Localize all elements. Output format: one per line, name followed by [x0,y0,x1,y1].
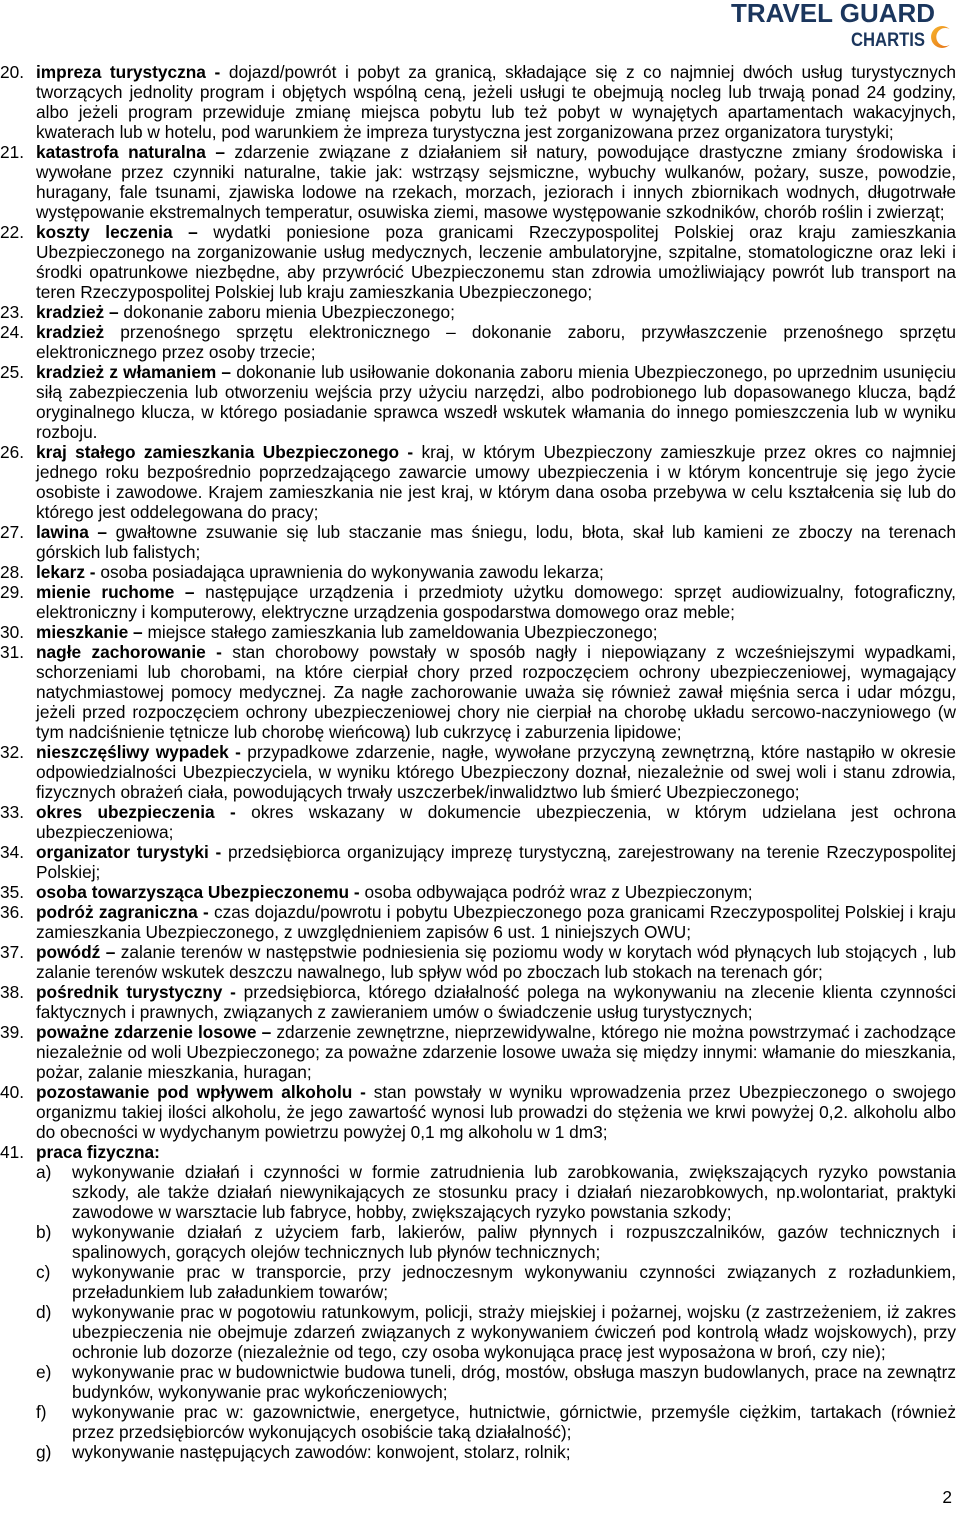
item-term: osoba towarzysząca Ubezpieczonemu - [36,882,360,902]
item-number: 39. [0,1022,25,1042]
definition-item-40 [0,1082,956,1142]
item-term: koszty leczenia – [36,222,198,242]
item-term: kradzież [36,322,105,342]
logo-sub-text: CHARTIS [851,30,925,51]
definition-item-28 [0,562,956,582]
item-term: nagłe zachorowanie - [36,642,222,662]
item-text: zalanie terenów w następstwie podniesienia się poziomu wody w korytach wód płynących lub stojących , lub zalanie terenów wskutek deszczu nawalnego, lub spływ wód po zboczach lub stokach na terenach gór; [36,942,956,982]
definition-item-20 [0,62,956,142]
subitem-d [36,1302,956,1362]
item-number: 38. [0,982,25,1002]
definition-item-36 [0,902,956,942]
item-number: 33. [0,802,25,822]
subitem-label: g) [36,1442,52,1462]
subitem-text: wykonywanie prac w pogotowiu ratunkowym, policji, straży miejskiej i pożarnej, wojsku (z zastrzeżeniem, iż zakres ubezpieczenia nie obejmuje zdarzeń związanych z wykonywaniem ćwiczeń pod kontrolą władz wojskowych), przy ochronie lub dozorze (niezależnie od tego, czy osoba wykonująca pracę jest wyposażona w broń, czy nie); [72,1302,956,1362]
page-number: 2 [942,1487,952,1507]
item-text: czas dojazdu/powrotu i pobytu Ubezpieczonego poza granicami Rzeczypospolitej Polskiej i kraju zamieszkania Ubezpieczonego, z uwzględnieniem zapisów 6 ust. 1 niniejszych OWU; [36,902,956,942]
item-text: osoba posiadająca uprawnienia do wykonywania zawodu lekarza; [100,562,604,582]
item-number: 23. [0,302,25,322]
item-term: lawina – [36,522,108,542]
item-number: 26. [0,442,25,462]
definition-item-37 [0,942,956,982]
item-term: katastrofa naturalna – [36,142,225,162]
item-text: przenośnego sprzętu elektronicznego – dokonanie zaboru, przywłaszczenie przenośnego sprzętu elektronicznego przez osoby trzecie; [36,322,956,362]
item-number: 24. [0,322,25,342]
item-term: powódź – [36,942,116,962]
definition-item-35 [0,882,956,902]
item-term: mieszkanie – [36,622,143,642]
item-text: stan powstały w wyniku wprowadzenia przez Ubezpieczonego o swojego organizmu takiej ilości alkoholu, że jego zawartość wynosi lub prowadzi do stężenia we krwi powyżej 0,2. alkoholu albo do obecności w wydychanym powietrzu powyżej 0,1 mg alkoholu w 1 dm3; [36,1082,956,1142]
definitions-list [0,62,956,1462]
definition-item-41 [0,1142,956,1462]
subitem-text: wykonywanie prac w: gazownictwie, energetyce, hutnictwie, górnictwie, przemyśle ciężkim, tartakach (również przez przedsiębiorców wykonujących osobiście taką działalność); [72,1402,956,1442]
subitem-g [36,1442,956,1462]
item-number: 28. [0,562,25,582]
item-term: podróż zagraniczna - [36,902,209,922]
definition-item-23 [0,302,956,322]
item-text: stan chorobowy powstały w sposób nagły i niepowiązany z wcześniejszymi wypadkami, schorzeniami lub chorobami, na które cierpiał chory przed rozpoczęciem ochrony ubezpieczeniowej, wymagający natychmiastowej pomocy medycznej. Za nagłe zachorowanie uważa się również zawał mięśnia serca i udar mózgu, jeżeli przed rozpoczęciem ochrony ubezpieczeniowej chory nie cierpiał na chorobę układu sercowo-naczyniowego (w tym nadciśnienie tętnicze lub chorobę wieńcową) lub cukrzycę i zaburzenia lipidowe; [36,642,956,742]
item-number: 31. [0,642,25,662]
definition-item-24 [0,322,956,362]
item-term: pośrednik turystyczny - [36,982,236,1002]
subitem-label: b) [36,1222,52,1242]
subitem-c [36,1262,956,1302]
item-term: nieszczęśliwy wypadek - [36,742,241,762]
definition-item-39 [0,1022,956,1082]
subitem-f [36,1402,956,1442]
travel-guard-logo [720,0,960,56]
item-text: dokonanie lub usiłowanie dokonania zaboru mienia Ubezpieczonego, po uprzednim usunięciu siłą zabezpieczenia lub otworzeniu wejścia przy użyciu narzędzi, albo podrobionego lub dopasowanego klucza, bądź oryginalnego klucza, w którego posiadanie sprawca wszedł wskutek włamania do innego pomieszczenia lub w wyniku rozboju. [36,362,956,442]
definition-item-38 [0,982,956,1022]
item-term: kraj stałego zamieszkania Ubezpieczonego - [36,442,414,462]
definition-item-21 [0,142,956,222]
definition-item-25 [0,362,956,442]
subitem-text: wykonywanie prac w transporcie, przy jednoczesnym wykonywaniu czynności związanych z rozładunkiem, przeładunkiem lub załadunkiem towarów; [72,1262,956,1302]
definition-item-22 [0,222,956,302]
subitem-text: wykonywanie prac w budownictwie budowa tuneli, dróg, mostów, obsługa maszyn budowlanych, prace na zewnątrz budynków, wykonywanie prac wykończeniowych; [72,1362,956,1402]
item-number: 29. [0,582,25,602]
item-number: 22. [0,222,25,242]
item-number: 32. [0,742,25,762]
item-number: 40. [0,1082,25,1102]
item-text: przypadkowe zdarzenie, nagłe, wywołane przyczyną zewnętrzną, które nastąpiło w okresie odpowiedzialności Ubezpieczyciela, w wyniku którego Ubezpieczony doznał, niezależnie od swej woli i stanu zdrowia, fizycznych obrażeń ciała, powodujących trwały uszczerbek/inwalidztwo lub śmierć Ubezpieczonego; [36,742,956,802]
subitem-label: f) [36,1402,47,1422]
item-term: poważne zdarzenie losowe – [36,1022,272,1042]
definition-item-27 [0,522,956,562]
chartis-swirl-icon [931,26,950,48]
item-number: 35. [0,882,25,902]
item-term: mienie ruchome – [36,582,195,602]
definition-item-32 [0,742,956,802]
item-text: gwałtowne zsuwanie się lub staczanie mas śniegu, lodu, błota, skał lub kamieni ze zboczy na terenach górskich lub falistych; [36,522,956,562]
item-number: 25. [0,362,25,382]
item-text: kraj, w którym Ubezpieczony zamieszkuje przez okres co najmniej jednego roku bezpośrednio poprzedzającego zawarcie umowy ubezpieczenia i w którym koncentruje się jego życie osobiste i zawodowe. Krajem zamieszkania nie jest kraj, w którym dana osoba przebywa w celu kształcenia się lub do którego jest oddelegowana do pracy; [36,442,956,522]
subitem-text: wykonywanie następujących zawodów: konwojent, stolarz, rolnik; [72,1442,571,1462]
item-text: okres wskazany w dokumencie ubezpieczenia, w którym udzielana jest ochrona ubezpieczeniowa; [36,802,956,842]
item-term: pozostawanie pod wpływem alkoholu - [36,1082,366,1102]
subitem-label: a) [36,1162,52,1182]
item-text: przedsiębiorca, którego działalność polega na wykonywaniu na zlecenie klienta czynności faktycznych i prawnych, związanych z zawieraniem umów o świadczenie usług turystycznych; [36,982,956,1022]
item-text: zdarzenie zewnętrzne, nieprzewidywalne, którego nie można powstrzymać i zachodzące niezależnie od woli Ubezpieczonego; za poważne zdarzenie losowe uważa się między innymi: włamanie do mieszkania, pożar, zalanie mieszkania, huragan; [36,1022,956,1082]
subitem-b [36,1222,956,1262]
item-text: miejsce stałego zamieszkania lub zameldowania Ubezpieczonego; [147,622,658,642]
definition-item-31 [0,642,956,742]
item-text: dojazd/powrót i pobyt za granicą, składające się z co najmniej dwóch usług turystycznych tworzących jednolity program i objętych wspólną ceną, jeżeli usługi te obejmują nocleg lub trwają ponad 24 godziny, albo jeżeli program przewiduje zmianę miejsca pobytu lub też pobyt w wynajętych apartamentach wakacyjnych, kwaterach lub w hotelu, pod warunkiem że impreza turystyczna jest zorganizowana przez organizatora turystyki; [36,62,956,142]
item-term: kradzież z włamaniem – [36,362,232,382]
item-number: 36. [0,902,25,922]
item-term: organizator turystyki - [36,842,222,862]
definition-item-29 [0,582,956,622]
subitem-text: wykonywanie działań i czynności w formie zatrudnienia lub zarobkowania, zwiększających ryzyko powstania szkody, ale także działań niewynikających ze stosunku pracy i działań niezarobkowych, np.wolontariat, praktyki zawodowe w warsztacie lub fabryce, hobby, zwiększających ryzyko powstania szkody; [72,1162,956,1222]
item-number: 20. [0,62,25,82]
definition-item-34 [0,842,956,882]
item-text: następujące urządzenia i przedmioty użytku domowego: sprzęt audiowizualny, fotograficzny, elektroniczny i komputerowy, elektryczne urządzenia gospodarstwa domowego oraz meble; [36,582,956,622]
definition-item-30 [0,622,956,642]
item-text: zdarzenie związane z działaniem sił natury, powodujące drastyczne zmiany środowiska i wywołane przez czynniki naturalne, takie jak: wstrząsy sejsmiczne, wybuchy wulkanów, pożary, susze, powodzie, huragany, fale tsunami, zjawiska lodowe na rzekach, morzach, jeziorach i innych zbiornikach wodnych, długotrwałe występowanie ekstremalnych temperatur, osuwiska ziemi, masowe występowanie szkodników, chorób roślin i zwierząt; [36,142,956,222]
item-number: 41. [0,1142,25,1162]
item-number: 21. [0,142,25,162]
subitem-label: d) [36,1302,52,1322]
item-number: 37. [0,942,25,962]
subitem-e [36,1362,956,1402]
definition-item-26 [0,442,956,522]
item-term: kradzież – [36,302,119,322]
item-term: praca fizyczna: [36,1142,160,1162]
item-text: wydatki poniesione poza granicami Rzeczypospolitej Polskiej oraz kraju zamieszkania Ubezpieczonego na zorganizowanie usług medycznych, leczenie ambulatoryjne, szpitalne, stomatologiczne oraz leki i środki opatrunkowe niezbędne, aby przywrócić Ubezpieczonemu stan zdrowia umożliwiający powrót lub transport na teren Rzeczypospolitej Polskiej lub kraju zamieszkania Ubezpieczonego; [36,222,956,302]
item-number: 34. [0,842,25,862]
definition-item-33 [0,802,956,842]
item-number: 30. [0,622,25,642]
logo-main-text: TRAVEL GUARD [731,0,935,28]
subitem-label: e) [36,1362,52,1382]
subitem-text: wykonywanie działań z użyciem farb, lakierów, paliw płynnych i rozpuszczalników, gazów technicznych i spalinowych, gorących olejów technicznych lub płynów technicznych; [72,1222,956,1262]
item-term: impreza turystyczna - [36,62,221,82]
item-text: dokonanie zaboru mienia Ubezpieczonego; [123,302,455,322]
subitem-label: c) [36,1262,51,1282]
item-term: okres ubezpieczenia - [36,802,236,822]
item-term: lekarz - [36,562,96,582]
item-text: osoba odbywająca podróż wraz z Ubezpieczonym; [364,882,753,902]
item-number: 27. [0,522,25,542]
item-text: przedsiębiorca organizujący imprezę turystyczną, zarejestrowany na terenie Rzeczypospolitej Polskiej; [36,842,956,882]
subitem-a [36,1162,956,1222]
